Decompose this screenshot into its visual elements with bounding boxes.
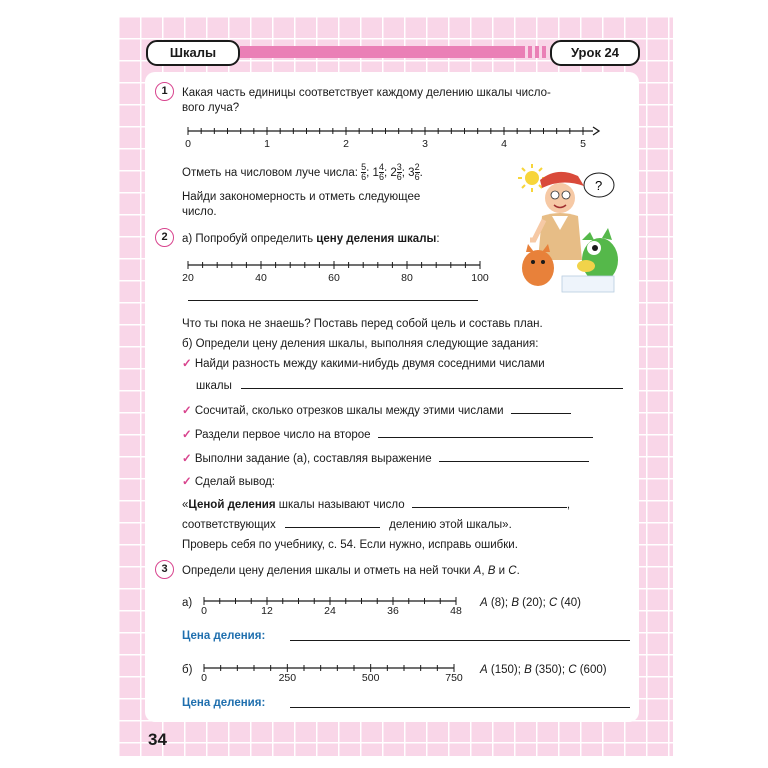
point-value: (150); <box>487 664 525 676</box>
point-letter: C <box>549 597 558 609</box>
point-value: (40) <box>557 597 581 609</box>
check-icon: ✓ <box>182 405 192 417</box>
tick-label: 0 <box>201 672 207 684</box>
point-value: (20); <box>518 597 550 609</box>
denominator: 6 <box>414 172 420 183</box>
point-letter: B <box>511 597 519 609</box>
topic-title: Шкалы <box>146 40 240 66</box>
check-icon: ✓ <box>182 453 192 465</box>
mark-prefix: Отметь на числовом луче числа: <box>182 167 358 179</box>
separator: ; <box>383 167 391 179</box>
denominator: 6 <box>378 172 384 183</box>
task2a-prefix: а) Попробуй определить <box>182 233 314 245</box>
quote-open: « <box>182 499 189 511</box>
denominator: 6 <box>396 172 402 183</box>
tick-label: 36 <box>387 605 399 617</box>
point-value: (600) <box>576 664 607 676</box>
svg-text:?: ? <box>595 178 603 193</box>
numerator: 5 <box>361 162 367 173</box>
tick-label: 3 <box>422 138 428 150</box>
check-icon: ✓ <box>182 429 192 441</box>
definition-text-2b: делению этой шкалы». <box>389 519 512 531</box>
separator: , <box>481 565 485 577</box>
tick-label: 0 <box>185 138 191 150</box>
step-2-text: Сосчитай, сколько отрезков шкалы между этими числами <box>194 405 504 417</box>
page-number: 34 <box>148 730 167 749</box>
tick-label: 20 <box>182 272 194 284</box>
check-icon: ✓ <box>182 358 192 370</box>
step-1-text: Найди разность между какими-нибудь двумя соседними числами <box>194 358 545 370</box>
tick-label: 750 <box>445 672 463 684</box>
separator: . <box>419 167 423 179</box>
task1-question-line1: Какая часть единицы соответствует каждому делению шкалы число- <box>182 87 551 99</box>
task2a-suffix: : <box>436 233 440 245</box>
separator: ; <box>401 167 409 179</box>
whole-part: 2 <box>390 167 397 179</box>
task-number: 2 <box>155 228 174 247</box>
tick-label: 24 <box>324 605 336 617</box>
numerator: 4 <box>378 162 384 173</box>
check-icon: ✓ <box>182 476 192 488</box>
tick-label: 4 <box>501 138 507 150</box>
point-letter: A <box>480 664 488 676</box>
task2b-instruction: б) Определи цену деления шкалы, выполняя следующие задания: <box>182 338 539 350</box>
tick-label: 12 <box>261 605 273 617</box>
task1-pattern-line1: Найди закономерность и отметь следующее <box>182 191 421 203</box>
point-letter: C <box>508 565 517 577</box>
plan-text: Что ты пока не знаешь? Поставь перед собой цель и составь план. <box>182 318 543 330</box>
point-letter: A <box>473 565 482 577</box>
conjunction: и <box>498 565 506 577</box>
tick-label: 40 <box>255 272 267 284</box>
task2a-bold: цену деления шкалы <box>316 233 437 245</box>
task1-question-line2: вого луча? <box>182 102 240 114</box>
task3a-label: а) <box>182 597 193 609</box>
task3-prefix: Определи цену деления шкалы и отметь на ней точки <box>182 565 471 577</box>
whole-part: 1 <box>372 167 379 179</box>
step-3-text: Раздели первое число на второе <box>194 429 371 441</box>
tick-label: 500 <box>361 672 380 684</box>
tick-label: 1 <box>264 138 270 150</box>
numerator: 2 <box>414 162 420 173</box>
tick-label: 250 <box>278 672 297 684</box>
tick-label: 100 <box>471 272 489 284</box>
point-letter: B <box>524 664 532 676</box>
tick-label: 80 <box>401 272 413 284</box>
task-number: 3 <box>155 560 174 579</box>
point-letter: B <box>487 565 496 577</box>
point-value: (350); <box>531 664 569 676</box>
definition-term: Ценой деления <box>188 499 276 511</box>
tick-label: 0 <box>201 605 207 617</box>
tick-label: 2 <box>343 138 349 150</box>
step-5-text: Сделай вывод: <box>194 476 276 488</box>
task-number: 1 <box>155 82 174 101</box>
definition-text: шкалы называют число <box>278 499 405 511</box>
lesson-badge: Урок 24 <box>550 40 640 66</box>
numerator: 3 <box>396 162 402 173</box>
tick-label: 5 <box>580 138 586 150</box>
task3b-points <box>480 663 607 677</box>
price-answer-line[interactable] <box>290 707 630 708</box>
tick-label: 60 <box>328 272 340 284</box>
point-value: (8); <box>487 597 512 609</box>
task3b-label: б) <box>182 664 193 676</box>
point-letter: A <box>480 597 488 609</box>
comma: , <box>566 499 571 511</box>
tick-label: 48 <box>450 605 462 617</box>
whole-part: 3 <box>408 167 415 179</box>
task1-pattern-line2: число. <box>182 206 217 218</box>
denominator: 6 <box>361 172 367 183</box>
step-4-text: Выполни задание (а), составляя выражение <box>194 453 432 465</box>
period: . <box>516 565 520 577</box>
separator: ; <box>366 167 373 179</box>
verify-text: Проверь себя по учебнику, с. 54. Если нужно, исправь ошибки. <box>182 539 518 551</box>
point-letter: C <box>568 664 577 676</box>
step-1-text-cont: шкалы <box>196 380 232 392</box>
definition-text-2a: соответствующих <box>182 519 276 531</box>
price-label: Цена деления: <box>182 630 266 642</box>
price-label: Цена деления: <box>182 697 266 709</box>
